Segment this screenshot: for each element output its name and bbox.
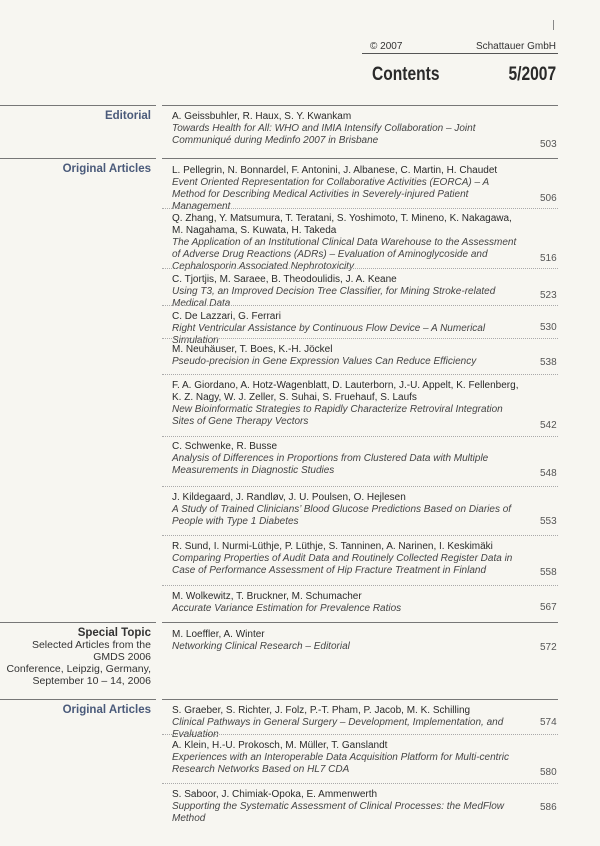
entry-title: Analysis of Differences in Proportions from Clustered Data with Multiple Measurements in Diagnostic Studies — [172, 453, 489, 476]
special-topic-line: September 10 – 14, 2006 — [32, 675, 151, 687]
toc-entry[interactable] — [172, 740, 524, 776]
section-original-articles-2: Original Articles — [62, 704, 151, 716]
toc-entry[interactable] — [172, 541, 524, 577]
entry-divider — [162, 783, 558, 784]
entry-title: Accurate Variance Estimation for Prevalence Ratios — [172, 603, 402, 614]
copyright: © 2007 — [370, 41, 403, 52]
toc-entry[interactable] — [172, 629, 524, 653]
entry-page: 580 — [540, 767, 557, 778]
entry-divider — [162, 208, 558, 209]
entry-title: The Application of an Institutional Clinical Data Warehouse to the Assessment of Adverse Drug Reactions (ADRs) – Evaluation of Aminoglycoside and Cephalosporin Associated Nephrotoxicity — [172, 237, 517, 272]
entry-title: Experiences with an Interoperable Data Acquisition Platform for Multi-centric Research Networks Based on HL7 CDA — [172, 752, 510, 775]
toc-entry[interactable] — [172, 492, 524, 528]
entry-title: Event Oriented Representation for Collaborative Activities (EORCA) – A Method for Describing Medical Activities in Severely-injured Patient Management — [172, 177, 489, 212]
entry-divider — [162, 486, 558, 487]
section-rule — [162, 105, 558, 106]
entry-divider — [162, 734, 558, 735]
entry-title: New Bioinformatic Strategies to Rapidly Characterize Retroviral Integration Sites of Gene Therapy Vectors — [172, 404, 503, 427]
toc-entry[interactable] — [172, 213, 524, 273]
entry-title: A Study of Trained Clinicians’ Blood Glucose Predictions Based on Diaries of People with Type 1 Diabetes — [172, 504, 512, 527]
entry-authors: M. Neuhäuser, T. Boes, K.-H. Jöckel — [172, 344, 333, 355]
entry-title: Comparing Properties of Audit Data and Routinely Collected Register Data in Case of Performance Assessment of Hip Fracture Treatment in Finland — [172, 553, 513, 576]
tick-mark — [553, 20, 554, 30]
entry-title: Using T3, an Improved Decision Tree Classifier, for Mining Stroke-related Medical Data — [172, 286, 496, 309]
entry-title: Towards Health for All: WHO and IMIA Intensify Collaboration – Joint Communiqué during Medinfo 2007 in Brisbane — [172, 123, 476, 146]
entry-authors: M. Wolkewitz, T. Bruckner, M. Schumacher — [172, 591, 362, 602]
entry-authors: L. Pellegrin, N. Bonnardel, F. Antonini, J. Albanese, C. Martin, H. Chaudet — [172, 165, 498, 176]
entry-authors: S. Graeber, S. Richter, J. Folz, P.-T. Pham, P. Jacob, M. K. Schilling — [172, 705, 471, 716]
entry-divider — [162, 374, 558, 375]
entry-authors: F. A. Giordano, A. Hotz-Wagenblatt, D. Lauterborn, J.-U. Appelt, K. Fellenberg, K. Z. Nagy, W. J. Zeller, S. Suhai, S. Fruehauf, S. Laufs — [172, 380, 519, 403]
entry-divider — [162, 338, 558, 339]
entry-title: Clinical Pathways in General Surgery – Development, Implementation, and Evaluation — [172, 717, 504, 740]
entry-divider — [162, 585, 558, 586]
entry-page: 586 — [540, 802, 557, 813]
section-special-topic — [0, 627, 151, 687]
entry-title: Supporting the Systematic Assessment of Clinical Processes: the MedFlow Method — [172, 801, 504, 824]
entry-divider — [162, 305, 558, 306]
section-rule — [162, 699, 558, 700]
entry-page: 523 — [540, 290, 557, 301]
toc-entry[interactable] — [172, 591, 524, 615]
header-rule — [362, 53, 558, 54]
entry-authors: A. Klein, H.-U. Prokosch, M. Müller, T. Ganslandt — [172, 740, 388, 751]
entry-page: 553 — [540, 516, 557, 527]
entry-authors: C. De Lazzari, G. Ferrari — [172, 311, 281, 322]
entry-authors: C. Tjortjis, M. Saraee, B. Theodoulidis, J. A. Keane — [172, 274, 397, 285]
entry-page: 558 — [540, 567, 557, 578]
entry-page: 572 — [540, 642, 557, 653]
entry-authors: C. Schwenke, R. Busse — [172, 441, 278, 452]
toc-entry[interactable] — [172, 789, 524, 825]
toc-entry[interactable] — [172, 441, 524, 477]
entry-title: Pseudo-precision in Gene Expression Values Can Reduce Efficiency — [172, 356, 477, 367]
entry-page: 506 — [540, 193, 557, 204]
special-topic-title: Special Topic — [77, 627, 151, 639]
entry-page: 538 — [540, 357, 557, 368]
entry-authors: A. Geissbuhler, R. Haux, S. Y. Kwankam — [172, 111, 352, 122]
toc-entry[interactable] — [172, 165, 524, 213]
toc-entry[interactable] — [172, 380, 524, 428]
entry-page: 574 — [540, 717, 557, 728]
toc-entry[interactable] — [172, 111, 524, 147]
entry-authors: M. Loeffler, A. Winter — [172, 629, 265, 640]
section-rule — [162, 158, 558, 159]
section-rule — [0, 622, 156, 623]
section-editorial: Editorial — [104, 110, 151, 122]
special-topic-line: Selected Articles from the GMDS 2006 — [31, 639, 151, 663]
entry-page: 542 — [540, 420, 557, 431]
entry-authors: Q. Zhang, Y. Matsumura, T. Teratani, S. Yoshimoto, T. Mineno, K. Nakagawa, M. Nagahama, S. Kuwata, H. Takeda — [172, 213, 512, 236]
entry-title: Networking Clinical Research – Editorial — [172, 641, 350, 652]
entry-divider — [162, 535, 558, 536]
section-rule — [0, 158, 156, 159]
page-title: Contents — [372, 64, 440, 85]
toc-entry[interactable] — [172, 311, 524, 347]
entry-divider — [162, 268, 558, 269]
entry-authors: R. Sund, I. Nurmi-Lüthje, P. Lüthje, S. Tanninen, A. Narinen, I. Keskimäki — [172, 541, 493, 552]
toc-entry[interactable] — [172, 705, 524, 741]
section-original-articles: Original Articles — [62, 163, 151, 175]
entry-page: 516 — [540, 253, 557, 264]
entry-title: Right Ventricular Assistance by Continuous Flow Device – A Numerical Simulation — [172, 323, 486, 346]
entry-page: 567 — [540, 602, 557, 613]
toc-entry[interactable] — [172, 344, 524, 368]
issue-number: 5/2007 — [508, 64, 556, 85]
section-rule — [0, 105, 156, 106]
special-topic-line: Conference, Leipzig, Germany, — [6, 663, 151, 675]
section-rule — [0, 699, 156, 700]
entry-page: 530 — [540, 322, 557, 333]
entry-divider — [162, 436, 558, 437]
entry-page: 548 — [540, 468, 557, 479]
entry-authors: J. Kildegaard, J. Randløv, J. U. Poulsen, O. Hejlesen — [172, 492, 406, 503]
entry-page: 503 — [540, 139, 557, 150]
section-rule — [162, 622, 558, 623]
entry-authors: S. Saboor, J. Chimiak-Opoka, E. Ammenwerth — [172, 789, 378, 800]
publisher: Schattauer GmbH — [475, 41, 556, 52]
